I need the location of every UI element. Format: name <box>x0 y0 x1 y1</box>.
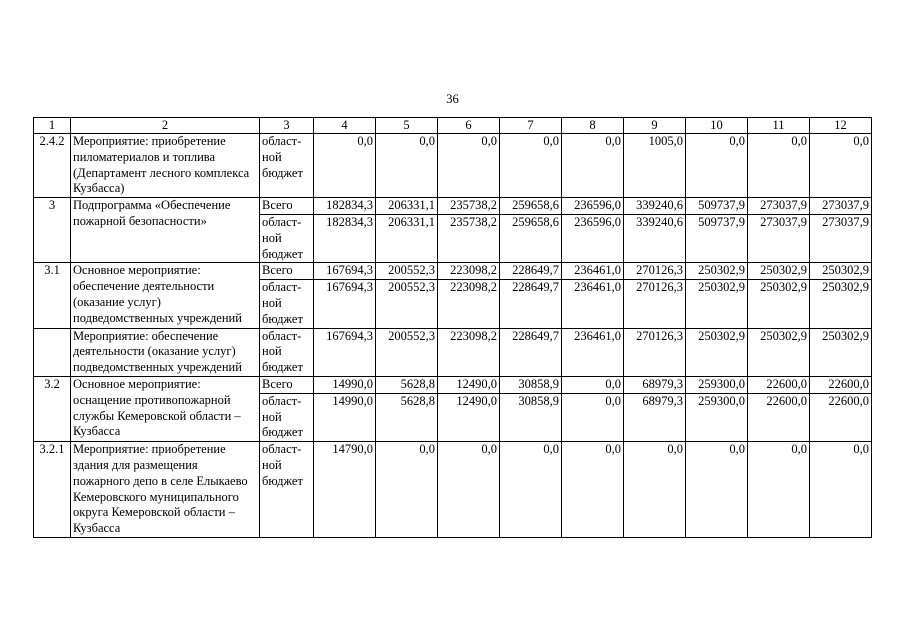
value-cell: 250302,9 <box>686 263 748 280</box>
item-code: 3.2.1 <box>34 442 71 538</box>
value-cell: 0,0 <box>376 442 438 538</box>
column-number-cell: 8 <box>562 118 624 134</box>
value-cell: 250302,9 <box>810 280 872 328</box>
item-code <box>34 328 71 376</box>
item-code: 3.1 <box>34 263 71 328</box>
funding-source: Всего <box>260 263 314 280</box>
value-cell: 235738,2 <box>438 214 500 262</box>
value-cell: 339240,6 <box>624 214 686 262</box>
column-number-cell: 1 <box>34 118 71 134</box>
value-cell: 167694,3 <box>314 280 376 328</box>
funding-source: област-ной бюджет <box>260 393 314 441</box>
value-cell: 68979,3 <box>624 376 686 393</box>
item-name: Мероприятие: приобретение здания для размещения пожарного депо в селе Елыкаево Кемеровского муниципального округа Кемеровской области – Кузбасса <box>71 442 260 538</box>
value-cell: 236596,0 <box>562 198 624 215</box>
funding-source: област-ной бюджет <box>260 328 314 376</box>
table-row <box>34 328 872 376</box>
value-cell: 223098,2 <box>438 280 500 328</box>
value-cell: 22600,0 <box>748 376 810 393</box>
table-row <box>34 263 872 280</box>
value-cell: 5628,8 <box>376 393 438 441</box>
value-cell: 270126,3 <box>624 263 686 280</box>
column-number-cell: 2 <box>71 118 260 134</box>
funding-source: Всего <box>260 198 314 215</box>
item-name: Мероприятие: приобретение пиломатериалов и топлива (Департамент лесного комплекса Кузбасса) <box>71 134 260 198</box>
value-cell: 273037,9 <box>748 214 810 262</box>
column-number-cell: 6 <box>438 118 500 134</box>
column-number-cell: 10 <box>686 118 748 134</box>
funding-source: област-ной бюджет <box>260 280 314 328</box>
table-row <box>34 134 872 198</box>
value-cell: 22600,0 <box>748 393 810 441</box>
value-cell: 182834,3 <box>314 198 376 215</box>
item-code: 3 <box>34 198 71 263</box>
column-number-cell: 3 <box>260 118 314 134</box>
value-cell: 12490,0 <box>438 376 500 393</box>
value-cell: 0,0 <box>748 134 810 198</box>
value-cell: 0,0 <box>500 134 562 198</box>
value-cell: 270126,3 <box>624 328 686 376</box>
value-cell: 0,0 <box>562 442 624 538</box>
item-name: Основное мероприятие: обеспечение деятельности (оказание услуг) подведомственных учреждений <box>71 263 260 328</box>
value-cell: 0,0 <box>686 442 748 538</box>
column-number-cell: 5 <box>376 118 438 134</box>
value-cell: 30858,9 <box>500 376 562 393</box>
page-number: 36 <box>446 92 459 106</box>
value-cell: 0,0 <box>562 134 624 198</box>
value-cell: 14990,0 <box>314 376 376 393</box>
value-cell: 0,0 <box>500 442 562 538</box>
value-cell: 270126,3 <box>624 280 686 328</box>
table-row <box>34 198 872 215</box>
value-cell: 0,0 <box>810 442 872 538</box>
funding-source: Всего <box>260 376 314 393</box>
value-cell: 259300,0 <box>686 376 748 393</box>
value-cell: 0,0 <box>438 134 500 198</box>
value-cell: 182834,3 <box>314 214 376 262</box>
value-cell: 223098,2 <box>438 328 500 376</box>
value-cell: 167694,3 <box>314 328 376 376</box>
value-cell: 14990,0 <box>314 393 376 441</box>
value-cell: 0,0 <box>686 134 748 198</box>
value-cell: 0,0 <box>624 442 686 538</box>
value-cell: 228649,7 <box>500 280 562 328</box>
value-cell: 273037,9 <box>810 214 872 262</box>
value-cell: 250302,9 <box>810 263 872 280</box>
funding-source: област-ной бюджет <box>260 214 314 262</box>
budget-table <box>33 117 872 538</box>
item-name: Подпрограмма «Обеспечение пожарной безопасности» <box>71 198 260 263</box>
value-cell: 167694,3 <box>314 263 376 280</box>
value-cell: 200552,3 <box>376 280 438 328</box>
value-cell: 250302,9 <box>686 328 748 376</box>
value-cell: 273037,9 <box>748 198 810 215</box>
value-cell: 0,0 <box>562 376 624 393</box>
column-number-cell: 12 <box>810 118 872 134</box>
column-number-row <box>34 118 872 134</box>
column-number-cell: 7 <box>500 118 562 134</box>
value-cell: 250302,9 <box>810 328 872 376</box>
funding-source: област-ной бюджет <box>260 442 314 538</box>
item-name: Основное мероприятие: оснащение противопожарной службы Кемеровской области – Кузбасса <box>71 376 260 441</box>
value-cell: 223098,2 <box>438 263 500 280</box>
value-cell: 0,0 <box>748 442 810 538</box>
value-cell: 0,0 <box>376 134 438 198</box>
value-cell: 250302,9 <box>686 280 748 328</box>
item-name: Мероприятие: обеспечение деятельности (оказание услуг) подведомственных учреждений <box>71 328 260 376</box>
value-cell: 22600,0 <box>810 376 872 393</box>
value-cell: 22600,0 <box>810 393 872 441</box>
value-cell: 339240,6 <box>624 198 686 215</box>
table-row <box>34 442 872 538</box>
value-cell: 228649,7 <box>500 263 562 280</box>
value-cell: 236596,0 <box>562 214 624 262</box>
item-code: 2.4.2 <box>34 134 71 198</box>
column-number-cell: 11 <box>748 118 810 134</box>
value-cell: 250302,9 <box>748 280 810 328</box>
value-cell: 236461,0 <box>562 263 624 280</box>
value-cell: 30858,9 <box>500 393 562 441</box>
value-cell: 509737,9 <box>686 214 748 262</box>
value-cell: 206331,1 <box>376 214 438 262</box>
value-cell: 0,0 <box>810 134 872 198</box>
value-cell: 273037,9 <box>810 198 872 215</box>
value-cell: 0,0 <box>562 393 624 441</box>
funding-source: област-ной бюджет <box>260 134 314 198</box>
value-cell: 250302,9 <box>748 263 810 280</box>
column-number-cell: 9 <box>624 118 686 134</box>
item-code: 3.2 <box>34 376 71 441</box>
value-cell: 236461,0 <box>562 280 624 328</box>
value-cell: 509737,9 <box>686 198 748 215</box>
table-body <box>34 118 872 538</box>
table-row <box>34 376 872 393</box>
value-cell: 235738,2 <box>438 198 500 215</box>
value-cell: 236461,0 <box>562 328 624 376</box>
value-cell: 200552,3 <box>376 263 438 280</box>
value-cell: 68979,3 <box>624 393 686 441</box>
value-cell: 5628,8 <box>376 376 438 393</box>
value-cell: 259658,6 <box>500 198 562 215</box>
value-cell: 259658,6 <box>500 214 562 262</box>
value-cell: 250302,9 <box>748 328 810 376</box>
value-cell: 0,0 <box>438 442 500 538</box>
value-cell: 259300,0 <box>686 393 748 441</box>
column-number-cell: 4 <box>314 118 376 134</box>
value-cell: 200552,3 <box>376 328 438 376</box>
value-cell: 0,0 <box>314 134 376 198</box>
value-cell: 206331,1 <box>376 198 438 215</box>
value-cell: 1005,0 <box>624 134 686 198</box>
value-cell: 228649,7 <box>500 328 562 376</box>
value-cell: 14790,0 <box>314 442 376 538</box>
value-cell: 12490,0 <box>438 393 500 441</box>
